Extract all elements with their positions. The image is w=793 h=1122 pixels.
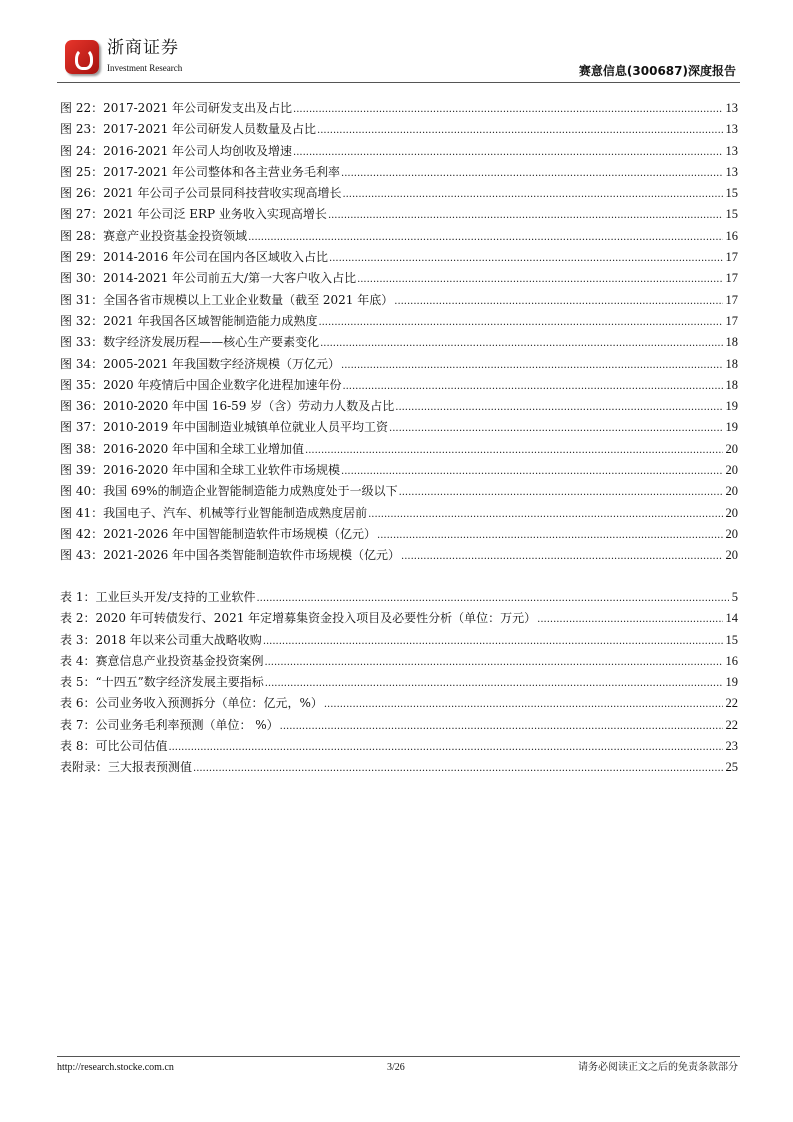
toc-entry[interactable]	[60, 651, 738, 672]
footer-disclaimer: 请务必阅读正文之后的免责条款部分	[578, 1062, 738, 1073]
toc-entry-page: 16	[724, 651, 739, 672]
dot-leader	[293, 98, 722, 120]
toc-entry-page: 15	[724, 630, 739, 651]
toc-entry-label: 图 37：2010-2019 年中国制造业城镇单位就业人员平均工资	[60, 420, 389, 435]
page-number: 3/26	[387, 1062, 405, 1073]
toc-entry[interactable]	[60, 672, 738, 693]
dot-leader	[341, 460, 722, 482]
dot-leader	[328, 204, 723, 226]
dot-leader	[377, 524, 722, 546]
toc-entry-label: 表 7：公司业务毛利率预测（单位： %）	[60, 717, 279, 732]
toc-entry-page: 20	[724, 460, 739, 481]
toc-entry[interactable]	[60, 524, 738, 545]
toc-entry-page: 19	[724, 672, 739, 693]
toc-entry-page: 20	[724, 439, 739, 460]
toc-entry[interactable]	[60, 630, 738, 651]
toc-entry-page: 17	[724, 268, 739, 289]
report-title: 赛意信息(300687)深度报告	[578, 64, 736, 78]
toc-entry[interactable]	[60, 141, 738, 162]
toc-entry[interactable]	[60, 162, 738, 183]
toc-entry[interactable]	[60, 332, 738, 353]
toc-entry[interactable]	[60, 481, 738, 502]
toc-entry[interactable]	[60, 247, 738, 268]
dot-leader	[263, 630, 723, 652]
dot-leader	[357, 268, 722, 290]
toc-entry[interactable]	[60, 268, 738, 289]
dot-leader	[401, 545, 722, 567]
dot-leader	[265, 672, 723, 694]
toc-entry-label: 表 6：公司业务收入预测拆分（单位：亿元，%）	[60, 696, 323, 711]
toc-entry-page: 20	[724, 524, 739, 545]
dot-leader	[193, 757, 722, 779]
toc-entry-page: 13	[724, 162, 739, 183]
page-header	[57, 38, 740, 83]
brand-logo-icon	[65, 40, 99, 74]
toc-entry-page: 18	[724, 332, 739, 353]
toc-entry-page: 19	[724, 417, 739, 438]
toc-entry[interactable]	[60, 757, 738, 778]
dot-leader	[395, 396, 722, 418]
toc-entry[interactable]	[60, 311, 738, 332]
dot-leader	[264, 651, 722, 673]
toc-entry-page: 14	[724, 608, 739, 629]
toc-entry[interactable]	[60, 354, 738, 375]
dot-leader	[389, 417, 722, 439]
dot-leader	[168, 736, 722, 758]
toc-entry-label: 表 8：可比公司估值	[60, 739, 168, 754]
toc-entry-label: 图 27：2021 年公司泛 ERP 业务收入实现高增长	[60, 207, 327, 222]
dot-leader	[341, 162, 722, 184]
toc-entry-page: 15	[724, 183, 739, 204]
toc-entry-label: 表 4：赛意信息产业投资基金投资案例	[60, 653, 264, 668]
toc-entry-page: 5	[730, 587, 738, 608]
toc-entry-label: 图 38：2016-2020 年中国和全球工业增加值	[60, 441, 305, 456]
toc-entry-page: 13	[724, 98, 739, 119]
toc-entry-label: 图 34：2005-2021 年我国数字经济规模（万亿元）	[60, 356, 341, 371]
toc-entry-page: 18	[724, 375, 739, 396]
dot-leader	[329, 247, 722, 269]
toc-entry-label: 表 3：2018 年以来公司重大战略收购	[60, 632, 262, 647]
dot-leader	[280, 715, 723, 737]
toc-entry-page: 20	[724, 481, 739, 502]
toc-entry[interactable]	[60, 98, 738, 119]
dot-leader	[305, 439, 722, 461]
toc-entry-label: 表 5：“十四五”数字经济发展主要指标	[60, 675, 264, 690]
toc-entry[interactable]	[60, 375, 738, 396]
dot-leader	[257, 587, 729, 609]
dot-leader	[394, 290, 722, 312]
toc-entry-page: 22	[724, 715, 739, 736]
toc-entry-label: 图 30：2014-2021 年公司前五大/第一大客户收入占比	[60, 271, 357, 286]
toc-entry-page: 17	[724, 247, 739, 268]
toc-entry[interactable]	[60, 290, 738, 311]
toc-entry[interactable]	[60, 460, 738, 481]
toc-entry[interactable]	[60, 417, 738, 438]
dot-leader	[320, 332, 722, 354]
dot-leader	[537, 608, 722, 630]
toc-entry[interactable]	[60, 226, 738, 247]
toc-entry-page: 15	[724, 204, 739, 225]
page-footer	[57, 1056, 740, 1073]
toc-entry-page: 16	[724, 226, 739, 247]
toc-entry-label: 图 31：全国各省市规模以上工业企业数量（截至 2021 年底）	[60, 292, 394, 307]
brand-subtitle: Investment Research	[107, 63, 183, 73]
toc-entry-page: 17	[724, 311, 739, 332]
toc-entry-label: 图 24：2016-2021 年公司人均创收及增速	[60, 143, 293, 158]
toc-entry-label: 图 32：2021 年我国各区域智能制造能力成熟度	[60, 313, 318, 328]
toc-entry-page: 17	[724, 290, 739, 311]
toc-entry-label: 图 40：我国 69%的制造企业智能制造能力成熟度处于一级以下	[60, 484, 398, 499]
dot-leader	[341, 354, 722, 376]
dot-leader	[342, 375, 722, 397]
toc-entry-label: 图 41：我国电子、汽车、机械等行业智能制造成熟度居前	[60, 505, 368, 520]
toc-entry-label: 图 23：2017-2021 年公司研发人员数量及占比	[60, 122, 317, 137]
dot-leader	[293, 141, 722, 163]
toc-entry-label: 图 22：2017-2021 年公司研发支出及占比	[60, 101, 293, 115]
toc-entry-label: 图 36：2010-2020 年中国 16-59 岁（含）劳动力人数及占比	[60, 399, 395, 414]
toc-entry-page: 25	[724, 757, 739, 778]
toc-entry[interactable]	[60, 715, 738, 736]
dot-leader	[368, 503, 722, 525]
toc-entry[interactable]	[60, 439, 738, 460]
dot-leader	[248, 226, 722, 248]
toc-entry[interactable]	[60, 587, 738, 608]
dot-leader	[318, 311, 722, 333]
toc-entry-page: 18	[724, 354, 739, 375]
toc-entry-label: 表附录：三大报表预测值	[60, 760, 193, 775]
toc-entry-label: 图 42：2021-2026 年中国智能制造软件市场规模（亿元）	[60, 526, 377, 541]
toc-entry-label: 图 43：2021-2026 年中国各类智能制造软件市场规模（亿元）	[60, 548, 401, 563]
toc-entry-page: 19	[724, 396, 739, 417]
toc-entry-page: 22	[724, 693, 739, 714]
dot-leader	[317, 119, 722, 141]
footer-url[interactable]: http://research.stocke.com.cn	[57, 1062, 174, 1073]
toc-entry[interactable]	[60, 608, 738, 629]
toc-entry-label: 图 25：2017-2021 年公司整体和各主营业务毛利率	[60, 164, 341, 179]
toc-entry-page: 20	[724, 545, 739, 566]
dot-leader	[342, 183, 722, 205]
toc-entry-label: 表 1：工业巨头开发/支持的工业软件	[60, 590, 256, 604]
toc-entry-label: 图 35：2020 年疫情后中国企业数字化进程加速年份	[60, 377, 342, 392]
toc-entry-page: 13	[724, 141, 739, 162]
toc-entry[interactable]	[60, 396, 738, 417]
toc-entry[interactable]	[60, 183, 738, 204]
toc-entry[interactable]	[60, 545, 738, 566]
toc-entry-label: 图 26：2021 年公司子公司景同科技营收实现高增长	[60, 186, 342, 201]
table-toc	[60, 587, 738, 779]
figure-toc	[60, 98, 738, 567]
dot-leader	[399, 481, 723, 503]
dot-leader	[324, 693, 723, 715]
toc-entry-page: 20	[724, 503, 739, 524]
toc-entry-page: 23	[724, 736, 739, 757]
toc-entry[interactable]	[60, 736, 738, 757]
toc-entry[interactable]	[60, 119, 738, 140]
toc-entry-label: 图 33：数字经济发展历程——核心生产要素变化	[60, 335, 320, 350]
toc-entry-label: 图 39：2016-2020 年中国和全球工业软件市场规模	[60, 463, 341, 478]
toc-entry[interactable]	[60, 693, 738, 714]
toc-entry-label: 表 2：2020 年可转债发行、2021 年定增募集资金投入项目及必要性分析（单位：万元）	[60, 611, 537, 626]
toc-entry-page: 13	[724, 119, 739, 140]
toc-entry-label: 图 28：赛意产业投资基金投资领域	[60, 228, 248, 243]
toc-entry-label: 图 29：2014-2016 年公司在国内各区域收入占比	[60, 250, 329, 265]
toc-entry[interactable]	[60, 204, 738, 225]
toc-entry[interactable]	[60, 503, 738, 524]
brand-name: 浙商证券	[107, 38, 179, 58]
